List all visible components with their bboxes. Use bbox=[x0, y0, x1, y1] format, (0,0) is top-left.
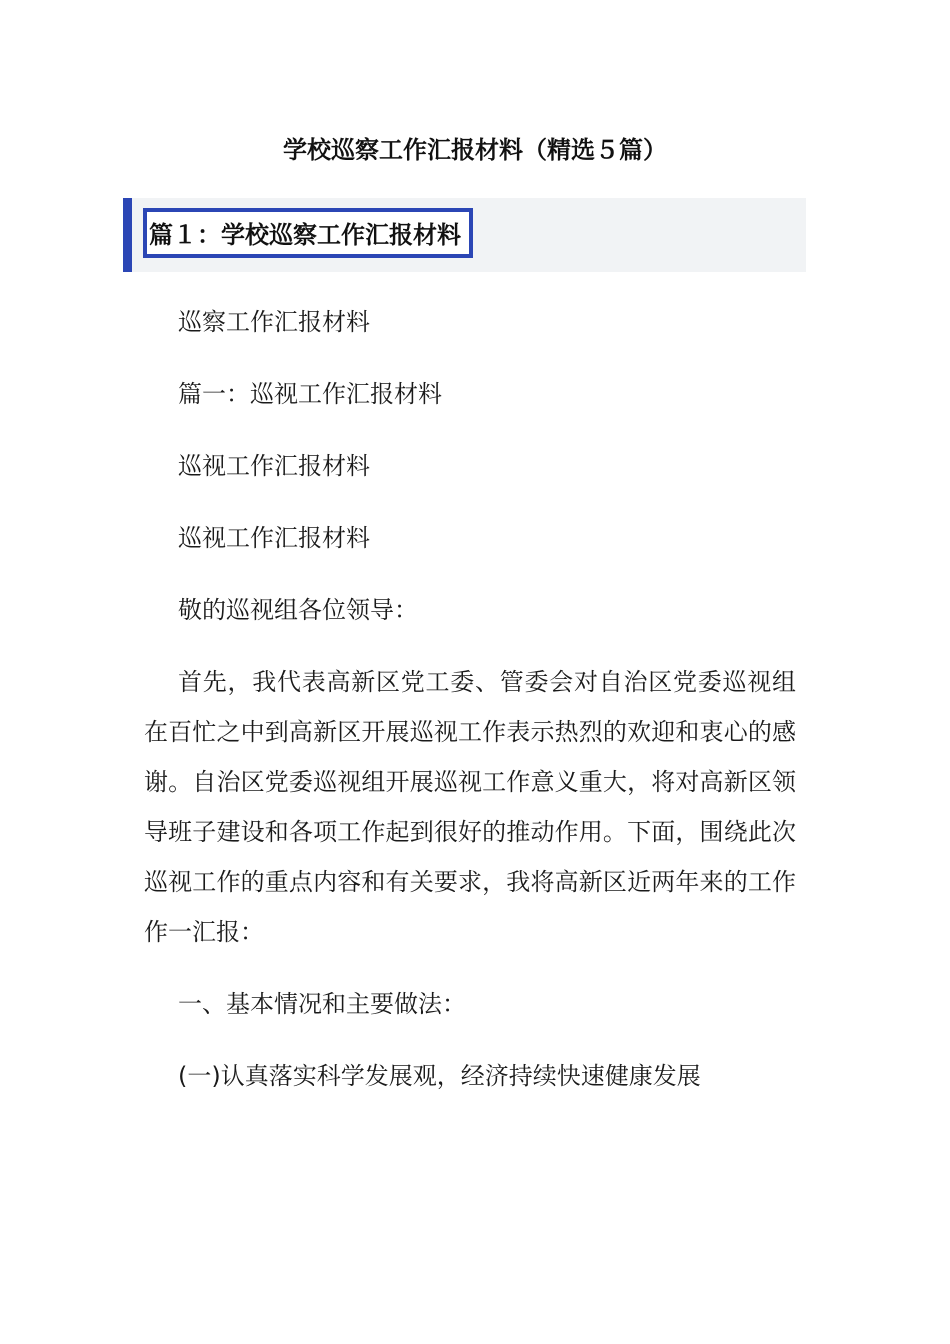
document-title: 学校巡察工作汇报材料（精选５篇） bbox=[283, 136, 667, 164]
body-paragraph: 首先，我代表高新区党工委、管委会对自治区党委巡视组在百忙之中到高新区开展巡视工作表示热烈的欢迎和衷心的感谢。自治区党委巡视组开展巡视工作意义重大，将对高新区领导班子建设和各项工作起到很好的推动作用。下面，围绕此次巡视工作的重点内容和有关要求，我将高新区近两年来的工作作一汇报： bbox=[144, 668, 796, 946]
paragraph-line: 巡察工作汇报材料 bbox=[178, 308, 370, 336]
section-heading-band bbox=[123, 198, 806, 272]
section-heading: 篇１：学校巡察工作汇报材料 bbox=[143, 208, 473, 258]
paragraph-line: 巡视工作汇报材料 bbox=[178, 452, 370, 480]
paragraph-line: 篇一：巡视工作汇报材料 bbox=[178, 380, 442, 408]
section-accent-bar bbox=[123, 198, 132, 272]
subheading-line: 一、基本情况和主要做法： bbox=[178, 990, 466, 1018]
paragraph-line: 巡视工作汇报材料 bbox=[178, 524, 370, 552]
salutation-line: 敬的巡视组各位领导： bbox=[178, 596, 418, 624]
subheading-line: (一)认真落实科学发展观，经济持续快速健康发展 bbox=[178, 1062, 701, 1090]
